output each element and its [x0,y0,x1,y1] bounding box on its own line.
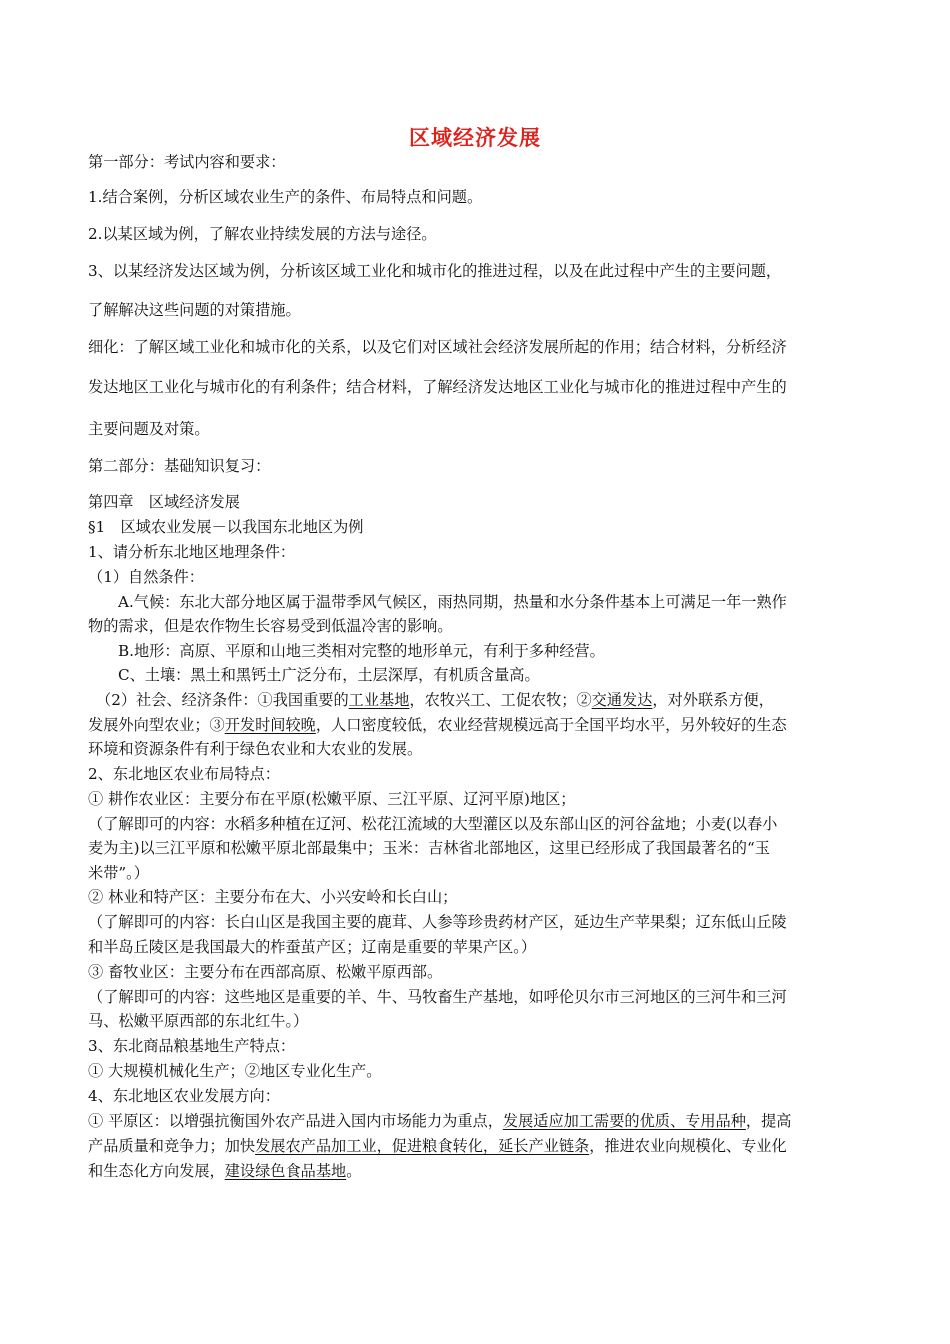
natural-conditions-heading: （1）自然条件： [88,568,204,586]
farming-note-line-1: （了解即可的内容：水稻多种植在辽河、松花江流域的大型灌区以及东部山区的河谷盆地；小麦(以春小 [88,815,778,833]
farming-area: ① 耕作农业区：主要分布在平原(松嫩平原、三江平原、辽河平原)地区； [88,790,576,808]
requirement-3-line-2: 了解解决这些问题的对策措施。 [88,301,301,319]
underlined-term: 工业基地 [348,691,410,709]
underlined-term: 开发时间较晚 [224,716,316,734]
farming-note-line-2: 麦为主)以三江平原和松嫩平原北部最集中；玉米：吉林省北部地区，这里已经形成了我国最著名的“玉 [88,839,770,857]
section-heading: §1 区域农业发展－以我国东北地区为例 [88,518,364,536]
detail-line-3: 主要问题及对策。 [88,420,210,438]
text-span: ，人口密度较低，农业经营规模远高于全国平均水平，另外较好的生态 [315,716,787,734]
livestock-note-line-2: 马、松嫩平原西部的东北红牛。） [88,1012,309,1030]
question-2: 2、东北地区农业布局特点： [88,765,280,783]
forestry-area: ② 林业和特产区：主要分布在大、小兴安岭和长白山； [88,888,458,906]
forestry-note-line-2: 和半岛丘陵区是我国最大的柞蚕茧产区；辽南是重要的苹果产区。） [88,938,537,956]
social-line-1 [96,690,774,710]
plain-line-1 [88,1111,791,1131]
requirement-1: 1.结合案例，分析区域农业生产的条件、布局特点和问题。 [88,188,483,206]
terrain-line: B.地形：高原、平原和山地三类相对完整的地形单元，有利于多种经营。 [118,642,605,660]
climate-line-2: 物的需求，但是农作物生长容易受到低温冷害的影响。 [88,617,453,635]
question-3: 3、东北商品粮基地生产特点： [88,1037,296,1055]
text-span: ，对外联系方便， [652,691,774,709]
text-span: 和生态化方向发展， [88,1162,225,1180]
question-4: 4、东北地区农业发展方向： [88,1087,280,1105]
plain-line-3 [88,1161,361,1181]
farming-note-line-3: 米带”。） [88,864,149,882]
question-3-answer: ① 大规模机械化生产；②地区专业化生产。 [88,1062,382,1080]
part1-heading: 第一部分：考试内容和要求： [88,153,286,171]
plain-line-2 [88,1136,787,1156]
text-span: ，农牧兴工、工促农牧；② [409,691,592,709]
text-span: ，推进农业向规模化、专业化 [589,1137,787,1155]
livestock-note-line-1: （了解即可的内容：这些地区是重要的羊、牛、马牧畜生产基地，如呼伦贝尔市三河地区的三河牛和三河 [88,988,787,1006]
livestock-area: ③ 畜牧业区：主要分布在西部高原、松嫩平原西部。 [88,963,443,981]
soil-line: C、土壤：黑土和黑钙土广泛分布，土层深厚，有机质含量高。 [118,666,540,684]
document-title: 区域经济发展 [409,126,541,150]
text-span: （2）社会、经济条件：①我国重要的 [96,691,349,709]
chapter-heading: 第四章 区域经济发展 [88,493,240,511]
requirement-2: 2.以某区域为例，了解农业持续发展的方法与途径。 [88,225,437,243]
part2-heading: 第二部分：基础知识复习： [88,457,271,475]
text-span: ，提高 [745,1112,792,1130]
text-span: ① 平原区：以增强抗衡国外农产品进入国内市场能力为重点， [88,1112,503,1130]
requirement-3-line-1: 3、以某经济发达区域为例，分析该区域工业化和城市化的推进过程，以及在此过程中产生的主要问题， [88,262,782,280]
question-1: 1、请分析东北地区地理条件： [88,543,296,561]
forestry-note-line-1: （了解即可的内容：长白山区是我国主要的鹿茸、人参等珍贵药材产区，延边生产苹果梨；辽东低山丘陵 [88,913,787,931]
detail-line-2: 发达地区工业化与城市化的有利条件；结合材料，了解经济发达地区工业化与城市化的推进过程中产生的 [88,378,787,396]
detail-line-1: 细化：了解区域工业化和城市化的关系，以及它们对区域社会经济发展所起的作用；结合材料，分析经济 [88,338,787,356]
text-span: 。 [346,1162,362,1180]
text-span: 发展外向型农业；③ [88,716,225,734]
social-line-2 [88,715,787,735]
underlined-term: 建设绿色食品基地 [224,1162,347,1180]
text-span: 产品质量和竞争力；加快 [88,1137,256,1155]
social-line-3: 环境和资源条件有利于绿色农业和大农业的发展。 [88,740,423,758]
climate-line-1: A.气候：东北大部分地区属于温带季风气候区，雨热同期，热量和水分条件基本上可满足一年一熟作 [118,593,787,611]
underlined-term: 发展适应加工需要的优质、专用品种 [502,1112,746,1130]
underlined-term: 交通发达 [591,691,653,709]
underlined-term: 发展农产品加工业，促进粮食转化，延长产业链条 [255,1137,590,1155]
